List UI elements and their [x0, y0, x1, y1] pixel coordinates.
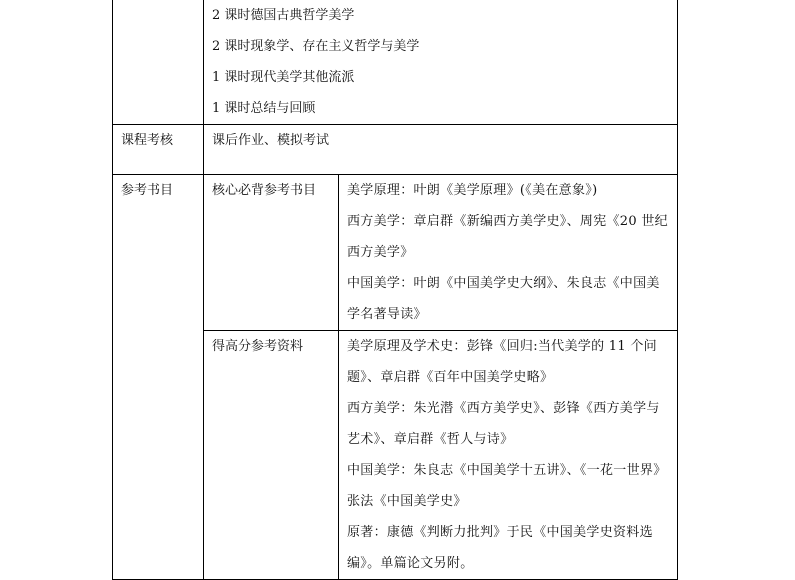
schedule-row: [113, 0, 678, 125]
schedule-content-cell: [204, 0, 678, 125]
extra-book-entry: 中国美学：朱良志《中国美学十五讲》、《一花一世界》张法《中国美学史》: [347, 463, 667, 509]
extra-book-entry: 美学原理及学术史：彭锋《回归:当代美学的 11 个问题》、章启群《百年中国美学史略》: [347, 339, 657, 385]
assessment-value-text: 课后作业、模拟考试: [212, 133, 330, 148]
core-book-entry: 西方美学：章启群《新编西方美学史》、周宪《20 世纪西方美学》: [347, 214, 668, 260]
assessment-row: [113, 125, 678, 175]
assessment-label: 课程考核: [113, 125, 204, 175]
schedule-line: 2 课时德国古典哲学美学: [212, 8, 355, 23]
schedule-line: 2 课时现象学、存在主义哲学与美学: [212, 39, 420, 54]
schedule-label-cell: [113, 0, 204, 125]
bibliography-label: 参考书目: [113, 175, 204, 580]
core-book-entry: 美学原理：叶朗《美学原理》(《美在意象》): [347, 183, 598, 198]
assessment-value: [204, 125, 678, 175]
extra-book-entry: 西方美学：朱光潜《西方美学史》、彭锋《西方美学与艺术》、章启群《哲人与诗》: [347, 401, 660, 447]
schedule-line: 1 课时现代美学其他流派: [212, 70, 355, 85]
bibliography-core-row: [113, 175, 678, 331]
core-books-list: [339, 175, 678, 331]
schedule-line: 1 课时总结与回顾: [212, 101, 316, 116]
core-books-label: 核心必背参考书目: [204, 175, 339, 331]
extra-books-list: [339, 331, 678, 580]
extra-book-entry: 原著：康德《判断力批判》于民《中国美学史资料选编》。单篇论文另附。: [347, 525, 653, 571]
core-book-entry: 中国美学：叶朗《中国美学史大纲》、朱良志《中国美学名著导读》: [347, 276, 660, 322]
course-info-table: [112, 0, 678, 580]
extra-books-label: 得高分参考资料: [204, 331, 339, 580]
